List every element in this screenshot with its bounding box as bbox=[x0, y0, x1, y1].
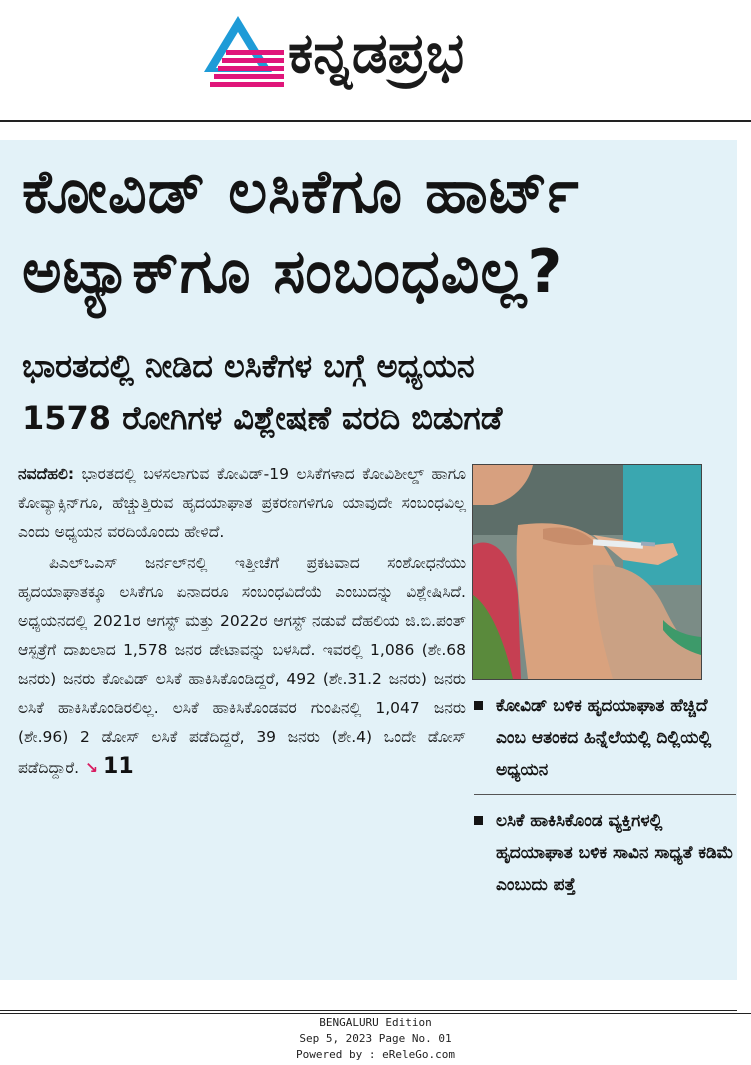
highlight-text: ಕೋವಿಡ್ ಬಳಿಕ ಹೃದಯಾಘಾತ ಹೆಚ್ಚಿದೆ ಎಂಬ ಆತಂಕದ ಹಿನ್ನೆಲೆಯಲ್ಲಿ ದಿಲ್ಲಿಯಲ್ಲಿ ಅಧ್ಯಯನ bbox=[496, 696, 712, 780]
masthead bbox=[0, 0, 751, 118]
continued-page-number[interactable]: 11 bbox=[103, 754, 134, 779]
bullet-square-icon bbox=[474, 816, 483, 825]
edition-label: BENGALURU Edition bbox=[319, 1016, 432, 1029]
footer-divider-top bbox=[0, 1010, 737, 1011]
paragraph-1-text: ಭಾರತದಲ್ಲಿ ಬಳಸಲಾಗುವ ಕೋವಿಡ್-19 ಲಸಿಕೆಗಳಾದ ಕೋವಿಶೀಲ್ಡ್ ಹಾಗೂ ಕೋವ್ಯಾಕ್ಸಿನ್‌ಗೂ, ಹೆಚ್ಚುತ್ತಿರುವ ಹೃದಯಾಘಾತ ಪ್ರಕರಣಗಳಿಗೂ ಯಾವುದೇ ಸಂಬಂಧವಿಲ್ಲ ಎಂದು ಅಧ್ಯಯನ ವರದಿಯೊಂದು ಹೇಳಿದೆ. bbox=[18, 465, 466, 541]
page-footer bbox=[0, 1015, 751, 1063]
subheadline bbox=[22, 340, 722, 444]
paragraph-2 bbox=[18, 549, 466, 783]
date-page-label: Sep 5, 2023 Page No. 01 bbox=[299, 1032, 452, 1045]
dateline: ನವದೆಹಲಿ: bbox=[18, 465, 75, 483]
masthead-title: ಕನ್ನಡಪ್ರಭ bbox=[288, 21, 465, 86]
headline-line-1: ಕೋವಿಡ್ ಲಸಿಕೆಗೂ ಹಾರ್ಟ್ bbox=[22, 157, 580, 227]
masthead-divider bbox=[0, 120, 751, 122]
highlights-box bbox=[474, 690, 736, 901]
footer-divider-bottom bbox=[0, 1013, 751, 1014]
headline bbox=[22, 152, 722, 312]
paragraph-2-text: ಪಿಎಲ್‌ಒಎಸ್ ಜರ್ನಲ್‌ನಲ್ಲಿ ಇತ್ತೀಚೆಗೆ ಪ್ರಕಟವಾದ ಸಂಶೋಧನೆಯು ಹೃದಯಾಘಾತಕ್ಕೂ ಲಸಿಕೆಗೂ ಏನಾದರೂ ಸಂಬಂಧವಿದೆಯೆ ಎಂಬುದನ್ನು ವಿಶ್ಲೇಷಿಸಿದೆ. ಅಧ್ಯಯನದಲ್ಲಿ 2021ರ ಆಗಸ್ಟ್ ಮತ್ತು 2022ರ ಆಗಸ್ಟ್ ನಡುವೆ ದೆಹಲಿಯ ಜಿ.ಬಿ.ಪಂತ್ ಆಸ್ಪತ್ರೆಗೆ ದಾಖಲಾದ 1,578 ಜನರ ಡೇಟಾವನ್ನು ಬಳಸಿದೆ. ಇವರಲ್ಲಿ 1,086 (ಶೇ.68 ಜನರು) ಜನರು ಕೋವಿಡ್ ಲಸಿಕೆ ಹಾಕಿಸಿಕೊಂಡಿದ್ದರೆ, 492 (ಶೇ.31.2 ಜನರು) ಜನರು ಲಸಿಕೆ ಹಾಕಿಸಿಕೊಂಡಿರಲಿಲ್ಲ. ಲಸಿಕೆ ಹಾಕಿಸಿಕೊಂಡವರ ಗುಂಪಿನಲ್ಲಿ 1,047 ಜನರು (ಶೇ.96) 2 ಡೋಸ್ ಲಸಿಕೆ ಪಡೆದಿದ್ದರೆ, 39 ಜನರು (ಶೇ.4) ಒಂದೇ ಡೋಸ್ ಪಡೆದಿದ್ದಾರೆ. bbox=[18, 554, 466, 777]
highlight-text: ಲಸಿಕೆ ಹಾಕಿಸಿಕೊಂಡ ವ್ಯಕ್ತಿಗಳಲ್ಲಿ ಹೃದಯಾಘಾತ ಬಳಿಕ ಸಾವಿನ ಸಾಧ್ಯತೆ ಕಡಿಮೆ ಎಂಬುದು ಪತ್ತೆ bbox=[496, 811, 734, 895]
highlight-item bbox=[474, 690, 736, 786]
highlight-item bbox=[474, 805, 736, 901]
vaccination-photo bbox=[472, 464, 702, 680]
highlight-divider bbox=[474, 794, 736, 795]
subhead-line-2: 1578 ರೋಗಿಗಳ ವಿಶ್ಲೇಷಣೆ ವರದಿ ಬಿಡುಗಡೆ bbox=[22, 399, 503, 437]
headline-line-2: ಅಟ್ಯಾಕ್‌ಗೂ ಸಂಬಂಧವಿಲ್ಲ? bbox=[22, 237, 564, 307]
powered-by-label[interactable]: Powered by : eReleGo.com bbox=[296, 1048, 455, 1061]
subhead-line-1: ಭಾರತದಲ್ಲಿ ನೀಡಿದ ಲಸಿಕೆಗಳ ಬಗ್ಗೆ ಅಧ್ಯಯನ bbox=[22, 347, 475, 385]
article-body bbox=[18, 460, 466, 783]
paragraph-1 bbox=[18, 460, 466, 547]
bullet-square-icon bbox=[474, 701, 483, 710]
kannadaprabha-logo-mark bbox=[198, 14, 284, 88]
continued-arrow-icon: ↘ bbox=[85, 759, 99, 777]
